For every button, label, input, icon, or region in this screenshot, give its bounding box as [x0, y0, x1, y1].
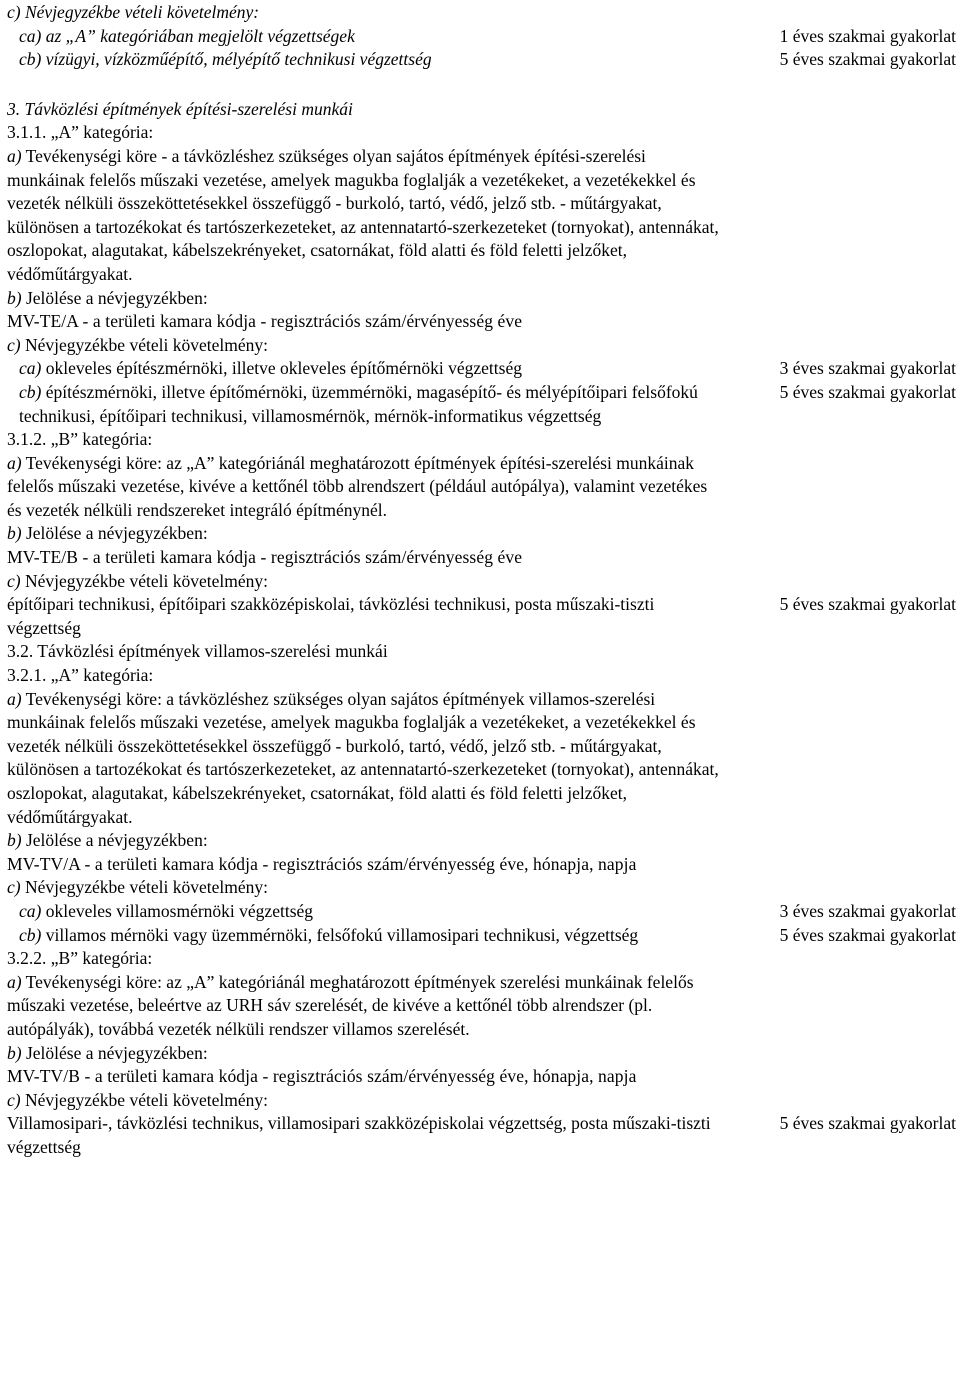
subsection-heading: 3.1.2. „B” kategória: [7, 429, 153, 450]
subsection-heading: 3.1.1. „A” kategória: [7, 122, 154, 143]
designation-label: b) Jelölése a névjegyzékben: [7, 1042, 208, 1063]
requirement-ca-row: ca) okleveles villamosmérnöki végzettség 3 éves szakmai gyakorlat [0, 900, 960, 924]
activity-description: a) Tevékenységi köre: az „A” kategóriánál meghatározott építmények építési-szerelési munkáinak felelős műszaki vezetése, kivéve a kettőnél több alrendszert (például autópálya), valamint vezetékes és vezeték nélküli rendszereket integráló építménynél. [7, 452, 708, 520]
requirement-heading: c) Névjegyzékbe vételi követelmény: [7, 334, 268, 355]
requirement-heading: c) Névjegyzékbe vételi követelmény: [7, 2, 260, 22]
requirement-cb-row: cb) vízügyi, vízközműépítő, mélyépítő technikusi végzettség 5 éves szakmai gyakorlat [0, 48, 960, 72]
practice-requirement: 5 éves szakmai gyakorlat [779, 49, 956, 70]
practice-requirement: 5 éves szakmai gyakorlat [779, 924, 956, 945]
practice-requirement: 1 éves szakmai gyakorlat [779, 25, 956, 46]
requirement-heading: c) Névjegyzékbe vételi követelmény: [7, 570, 268, 591]
requirement-row: Villamosipari-, távközlési technikus, villamosipari szakközépiskolai végzettség, posta műszaki-tiszti végzettség 5 éves szakmai gyakorlat [7, 1113, 956, 1157]
requirement-ca-row: ca) az „A” kategóriában megjelölt végzettségek 1 éves szakmai gyakorlat [0, 25, 960, 49]
requirement-heading: c) Névjegyzékbe vételi követelmény: [7, 1089, 268, 1110]
section-title: 3.2. Távközlési építmények villamos-szerelési munkái [7, 641, 388, 662]
designation-label: b) Jelölése a névjegyzékben: [7, 287, 208, 308]
designation-label: b) Jelölése a névjegyzékben: [7, 523, 208, 544]
requirement-ca-row: ca) okleveles építészmérnöki, illetve okleveles építőmérnöki végzettség 3 éves szakmai gyakorlat [0, 357, 960, 381]
activity-description: a) Tevékenységi köre - a távközléshez szükséges olyan sajátos építmények építési-szerelési munkáinak felelős műszaki vezetése, amelyek magukba foglalják a vezetékeket, a vezetékekkel és vezeték nélküli összeköttetésekkel összefüggő - burkoló, tartó, védő, jelző stb. - műtárgyakat, különösen a tartozékokat és tartószerkezeteket, az antennatartó-szerkezeteket (tornyokat), antennákat, oszlopokat, alagutakat, kábelszekrényeket, csatornákat, föld alatti és föld feletti jelzőket, védőműtárgyakat. [7, 145, 719, 284]
practice-requirement: 5 éves szakmai gyakorlat [779, 381, 956, 402]
practice-requirement: 3 éves szakmai gyakorlat [779, 358, 956, 379]
registry-code: MV-TV/A - a területi kamara kódja - regisztrációs szám/érvényesség éve, hónapja, napja [7, 853, 637, 874]
registry-code: MV-TE/B - a területi kamara kódja - regisztrációs szám/érvényesség éve [7, 547, 523, 568]
practice-requirement: 5 éves szakmai gyakorlat [779, 1113, 956, 1134]
requirement-cb-row: cb) villamos mérnöki vagy üzemmérnöki, felsőfokú villamosipari technikusi, végzettség 5 éves szakmai gyakorlat [0, 924, 960, 948]
designation-label: b) Jelölése a névjegyzékben: [7, 830, 208, 851]
requirement-row: építőipari technikusi, építőipari szakközépiskolai, távközlési technikusi, posta műszaki-tiszti végzettség 5 éves szakmai gyakorlat [7, 594, 956, 638]
section-title: 3. Távközlési építmények építési-szerelési munkái [7, 98, 353, 119]
registry-code: MV-TE/A - a területi kamara kódja - regisztrációs szám/érvényesség éve [7, 311, 523, 332]
requirement-heading: c) Névjegyzékbe vételi követelmény: [7, 877, 268, 898]
requirement-cb-row: cb) építészmérnöki, illetve építőmérnöki, üzemmérnöki, magasépítő- és mélyépítőipari felsőfokú technikusi, építőipari technikusi, villamosmérnök, mérnök-informatikus végzettség 5 éves szakmai gyakorlat [19, 381, 956, 426]
practice-requirement: 5 éves szakmai gyakorlat [779, 594, 956, 615]
practice-requirement: 3 éves szakmai gyakorlat [779, 900, 956, 921]
activity-description: a) Tevékenységi köre: az „A” kategóriánál meghatározott építmények szerelési munkáinak felelős műszaki vezetése, beleértve az URH sáv szerelését, de kivéve a kettőnél több alrendszer (pl. autópályák), továbbá vezeték nélküli rendszer villamos szerelését. [7, 971, 694, 1039]
activity-description: a) Tevékenységi köre: a távközléshez szükséges olyan sajátos építmények villamos-szerelési munkáinak felelős műszaki vezetése, amelyek magukba foglalják a vezetékeket, a vezetékekkel és vezeték nélküli összeköttetésekkel összefüggő - burkoló, tartó, védő, jelző stb. - műtárgyakat, különösen a tartozékokat és tartószerkezeteket, az antennatartó-szerkezeteket (tornyokat), antennákat, oszlopokat, alagutakat, kábelszekrényeket, csatornákat, föld alatti és föld feletti jelzőket, védőműtárgyakat. [7, 688, 719, 827]
registry-code: MV-TV/B - a területi kamara kódja - regisztrációs szám/érvényesség éve, hónapja, napja [7, 1066, 637, 1087]
subsection-heading: 3.2.2. „B” kategória: [7, 948, 153, 969]
subsection-heading: 3.2.1. „A” kategória: [7, 665, 154, 686]
